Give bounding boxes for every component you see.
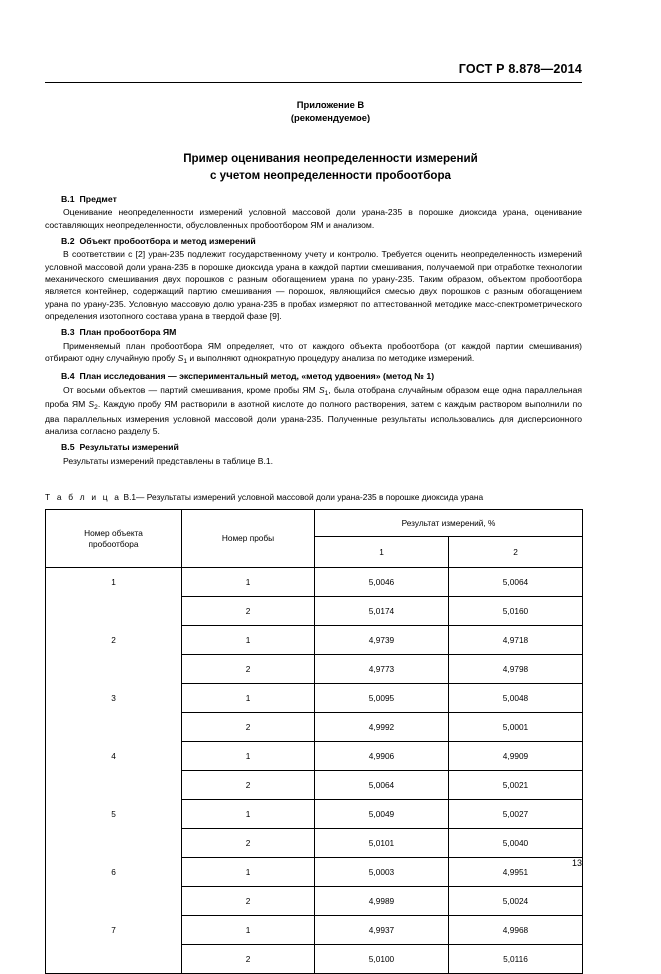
measurement-results-table (45, 509, 583, 974)
cell-result-1: 5,0003 (315, 858, 449, 887)
cell-result-2: 5,0040 (449, 829, 583, 858)
section-title-b2: Объект пробоотбора и метод измерений (79, 236, 256, 247)
cell-result-1: 5,0095 (315, 684, 449, 713)
cell-result-1: 5,0049 (315, 800, 449, 829)
table-row (46, 713, 583, 742)
cell-sample: 1 (182, 916, 315, 945)
section-title-b4: План исследования — экспериментальный метод, «метод удвоения» (метод № 1) (79, 371, 435, 382)
section-heading-b2 (45, 235, 582, 247)
section-heading-b5 (45, 441, 582, 453)
running-head-standard-number: ГОСТ Р 8.878—2014 (458, 62, 582, 76)
cell-result-1: 4,9989 (315, 887, 449, 916)
cell-result-1: 5,0174 (315, 597, 449, 626)
table-header-object-line1: Номер объекта (84, 527, 143, 538)
annex-status: (рекомендуемое) (290, 112, 371, 123)
section-title-b5: Результаты измерений (79, 442, 179, 453)
section-b3-text-part-1: Применяемый план пробоотбора ЯМ определяет, что от каждого объекта пробоотбора (от каждой партии смешивания) отбирают одну случайную пробу $S_1$ и выполняют однократную процедуру анализа по методике измерений. (45, 340, 582, 366)
cell-result-2: 5,0027 (449, 800, 583, 829)
cell-result-2: 4,9718 (449, 626, 583, 655)
cell-object (46, 597, 182, 626)
table-row (46, 887, 583, 916)
table-header-object-line2: пробоотбора (88, 538, 139, 549)
cell-result-1: 5,0046 (315, 568, 449, 597)
table-header-result-2: 2 (449, 537, 583, 568)
table-header-result-1: 1 (315, 537, 449, 568)
table-row (46, 945, 583, 974)
section-number-b4: В.4 (61, 371, 75, 382)
cell-object (46, 771, 182, 800)
cell-result-2: 5,0021 (449, 771, 583, 800)
cell-result-2: 5,0024 (449, 887, 583, 916)
cell-result-1: 4,9739 (315, 626, 449, 655)
table-caption-prefix: Т а б л и ц а (45, 492, 122, 502)
cell-sample: 1 (182, 800, 315, 829)
table-row (46, 684, 583, 713)
table-header-object (46, 510, 182, 568)
cell-object: 4 (46, 742, 182, 771)
table-header-sample: Номер пробы (182, 510, 315, 568)
cell-result-1: 4,9773 (315, 655, 449, 684)
table-row (46, 626, 583, 655)
cell-sample: 2 (182, 829, 315, 858)
document-body (45, 193, 582, 467)
page-title (0, 150, 661, 184)
annex-label: Приложение В (296, 99, 365, 110)
cell-sample: 2 (182, 655, 315, 684)
cell-object (46, 829, 182, 858)
cell-sample: 2 (182, 887, 315, 916)
table-row (46, 858, 583, 887)
cell-result-1: 5,0101 (315, 829, 449, 858)
cell-result-1: 4,9937 (315, 916, 449, 945)
section-b5-paragraph-1: Результаты измерений представлены в таблице В.1. (63, 455, 273, 466)
section-heading-b1 (45, 193, 582, 205)
section-heading-b3 (45, 326, 582, 338)
page-number: 13 (571, 858, 582, 868)
section-b1-paragraph-1: Оценивание неопределенности измерений условной массовой доли урана-235 в порошке диоксида урана, оценивание составляющих неопределенности, обусловленных пробоотбором ЯМ и анализом. (45, 207, 582, 230)
cell-result-1: 5,0100 (315, 945, 449, 974)
table-row (46, 568, 583, 597)
table-row (46, 829, 583, 858)
section-number-b1: В.1 (61, 194, 75, 204)
cell-object: 1 (46, 568, 182, 597)
annex-heading (0, 98, 661, 124)
section-heading-b4 (45, 370, 582, 382)
cell-result-2: 5,0001 (449, 713, 583, 742)
cell-result-1: 4,9992 (315, 713, 449, 742)
table-row (46, 742, 583, 771)
section-b4-text-part-1: От восьми объектов — партий смешивания, кроме пробы ЯМ $S_1$, была отобрана случайным образом еще одна параллельная проба ЯМ $S_2$. Каждую пробу ЯМ растворили в азотной кислоте до полного растворения, затем с каждым раствором выполнили по два параллельных измерения условной массовой доли урана-235. Полученные результаты использовались для дисперсионного анализа согласно разделу 5. (45, 384, 583, 436)
cell-result-2: 4,9909 (449, 742, 583, 771)
cell-object (46, 655, 182, 684)
section-number-b5: В.5 (61, 442, 75, 453)
cell-result-2: 4,9951 (449, 858, 583, 887)
cell-sample: 1 (182, 858, 315, 887)
table-header-result-group: Результат измерений, % (315, 510, 583, 537)
cell-result-2: 5,0048 (449, 684, 583, 713)
section-number-b3: В.3 (61, 327, 75, 338)
cell-object (46, 713, 182, 742)
cell-sample: 2 (182, 771, 315, 800)
cell-sample: 1 (182, 626, 315, 655)
table-row (46, 771, 583, 800)
cell-result-1: 4,9906 (315, 742, 449, 771)
cell-object: 5 (46, 800, 182, 829)
table-caption-number: В.1— (123, 492, 145, 502)
cell-object: 7 (46, 916, 182, 945)
section-title-b1: Предмет (79, 194, 117, 204)
table-caption-text: Результаты измерений условной массовой доли урана-235 в порошке диоксида урана (146, 492, 484, 502)
cell-sample: 1 (182, 568, 315, 597)
cell-sample: 2 (182, 713, 315, 742)
table-row (46, 800, 583, 829)
table-row (46, 597, 583, 626)
cell-sample: 2 (182, 945, 315, 974)
table-caption (45, 492, 590, 502)
cell-object: 3 (46, 684, 182, 713)
section-title-b3: План пробоотбора ЯМ (79, 327, 177, 338)
page-title-line-1: Пример оценивания неопределенности измерений (183, 152, 478, 165)
cell-result-2: 4,9968 (449, 916, 583, 945)
cell-sample: 1 (182, 684, 315, 713)
cell-sample: 2 (182, 597, 315, 626)
table-row (46, 916, 583, 945)
section-b4-paragraph-1 (45, 384, 582, 437)
cell-result-2: 4,9798 (449, 655, 583, 684)
table-header (46, 510, 583, 568)
cell-object (46, 887, 182, 916)
page-title-line-2: с учетом неопределенности пробоотбора (210, 169, 451, 182)
section-b2-paragraph-1: В соответствии с [2] уран-235 подлежит государственному учету и контролю. Требуется оценить неопределенность измерений условной массовой доли урана-235 в порошке диоксида урана в каждой партии смешивания, получаемой при отработке технологии механического смешивания двух порошков с разным обогащением урана по урану-235. Таким образом, объектом пробоотбора является контейнер, содержащий партию смешивания — порошок, являющийся смесью двух порошков с разным обогащением урана по урану-235. Условную массовую долю урана-235 в пробах измеряют по аттестованной методике масс-спектрометрического определения изотопного состава урана в твердой фазе [9]. (45, 249, 582, 322)
header-rule (45, 82, 582, 83)
cell-result-2: 5,0064 (449, 568, 583, 597)
table-row (46, 655, 583, 684)
section-b3-paragraph-1 (45, 340, 582, 367)
cell-object: 2 (46, 626, 182, 655)
cell-result-1: 5,0064 (315, 771, 449, 800)
cell-result-2: 5,0160 (449, 597, 583, 626)
cell-object: 6 (46, 858, 182, 887)
table-body (46, 568, 583, 974)
cell-sample: 1 (182, 742, 315, 771)
cell-object (46, 945, 182, 974)
section-number-b2: В.2 (61, 236, 75, 247)
cell-result-2: 5,0116 (449, 945, 583, 974)
